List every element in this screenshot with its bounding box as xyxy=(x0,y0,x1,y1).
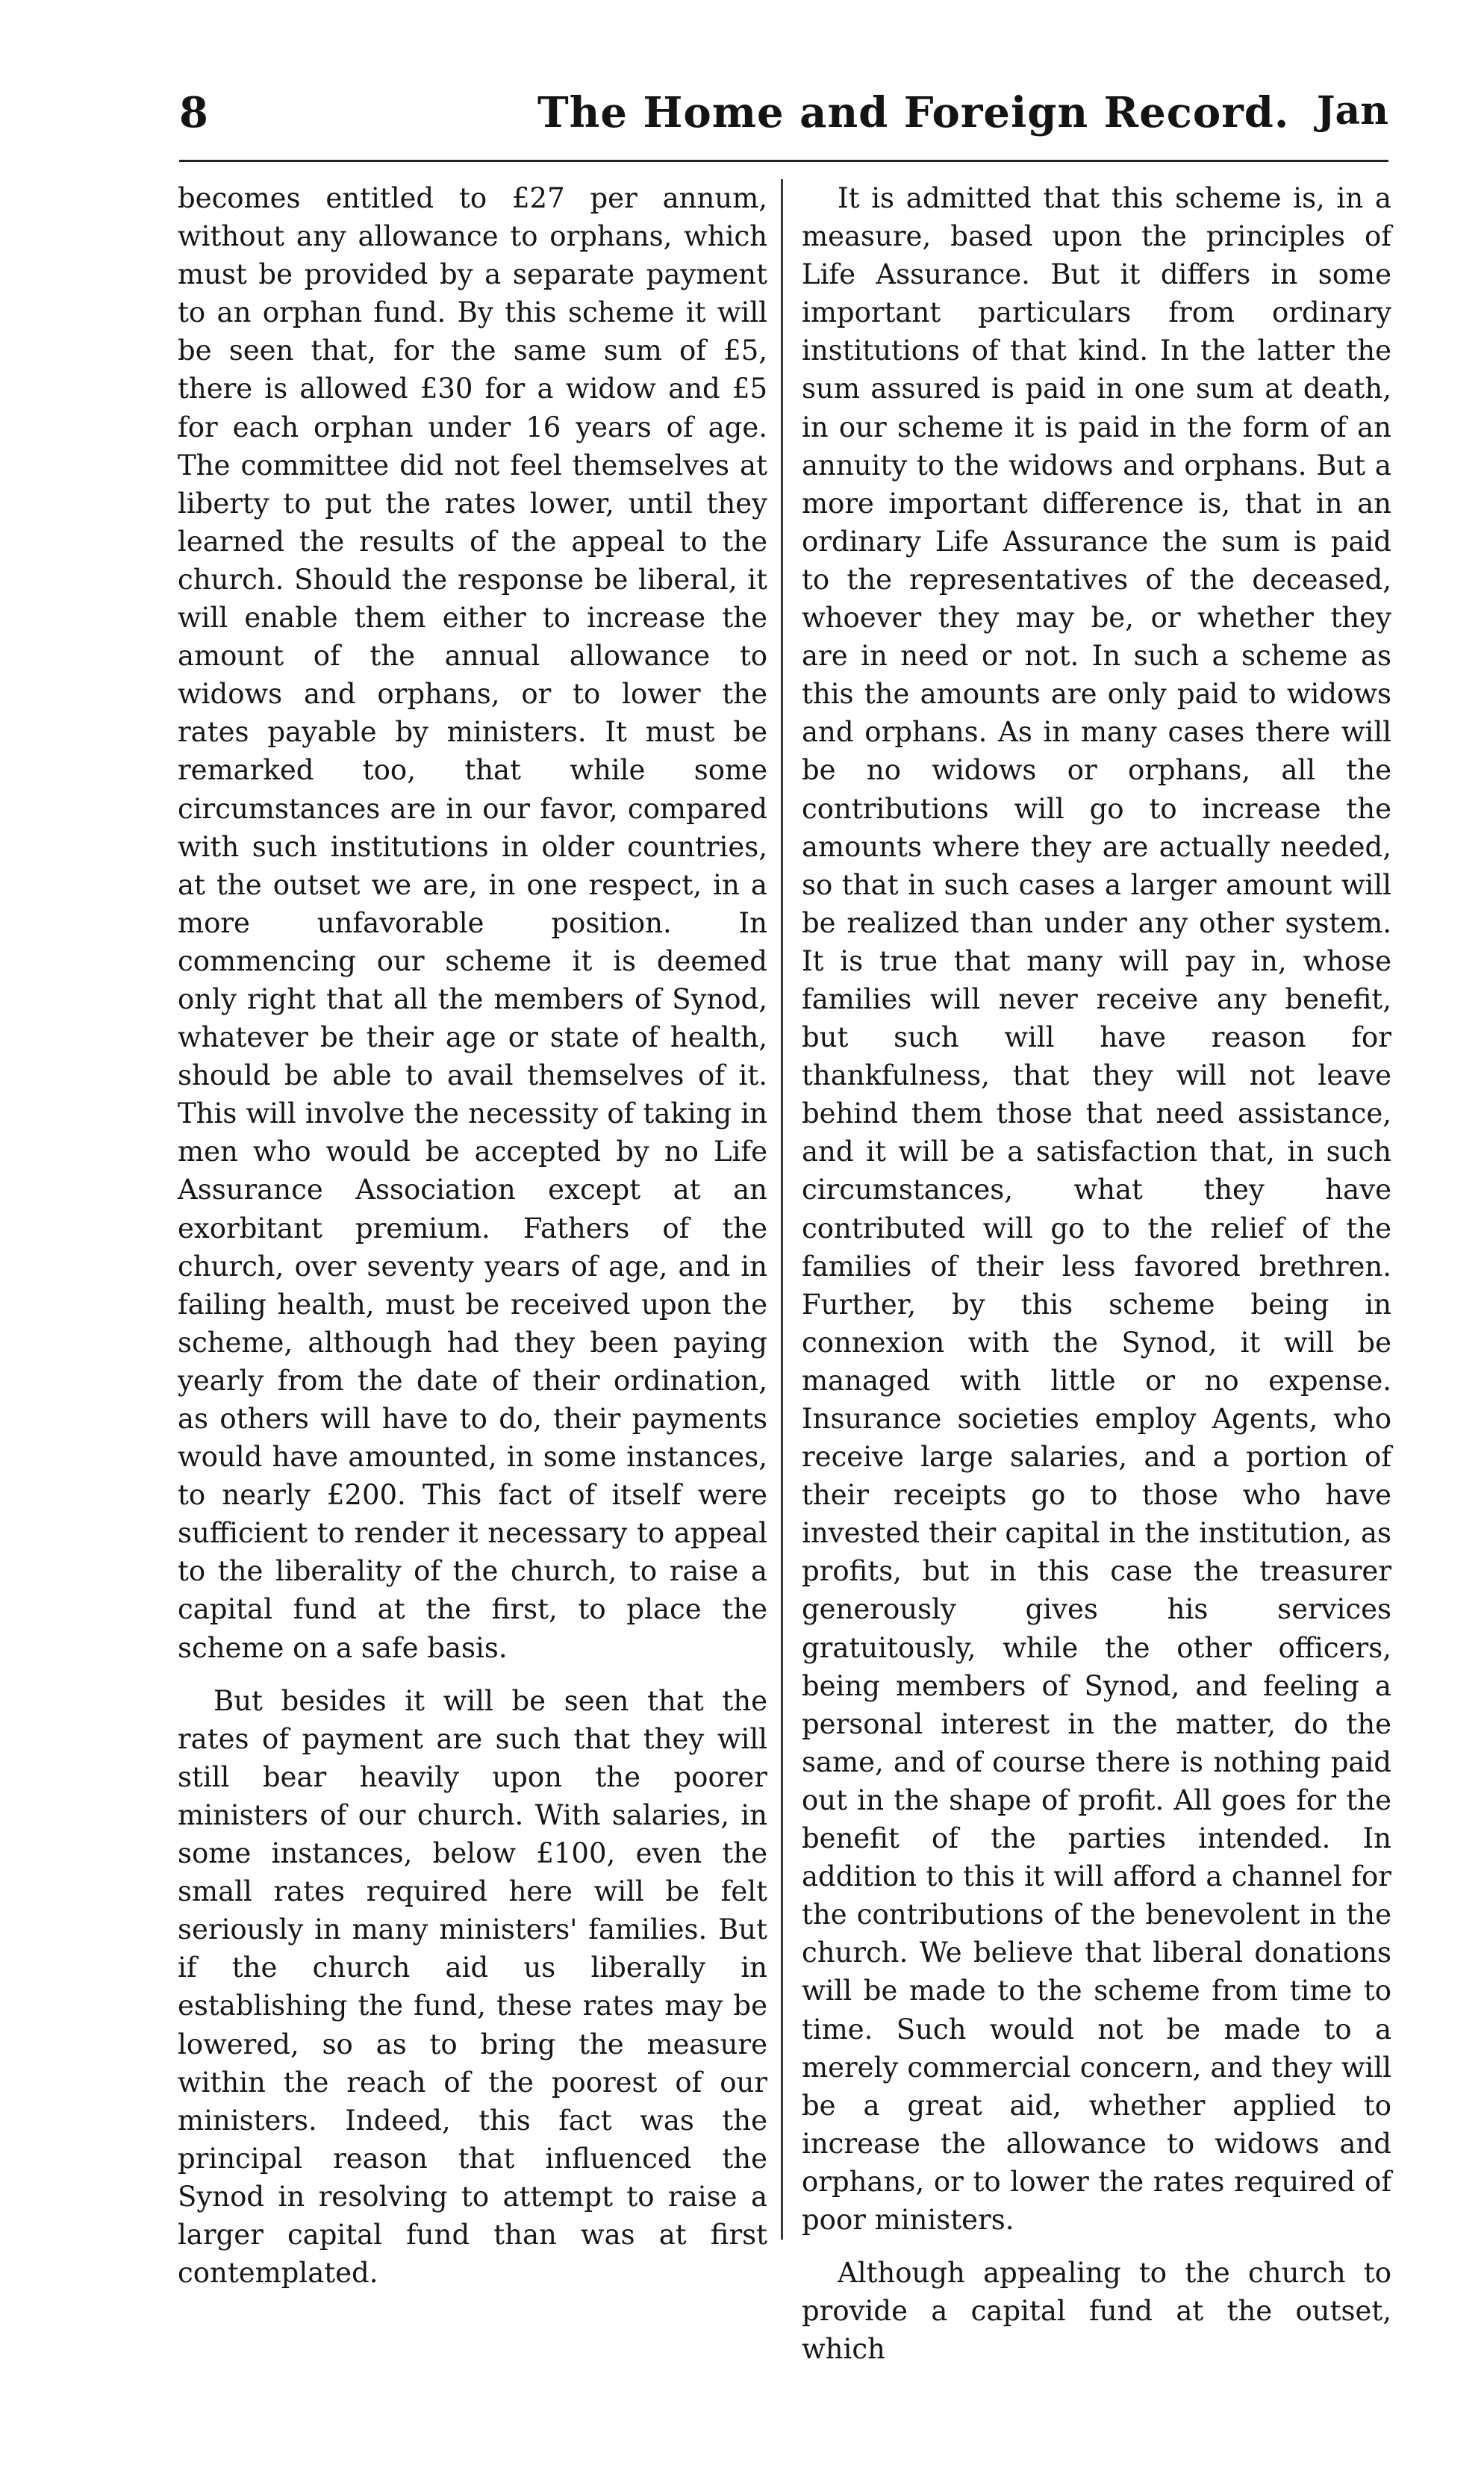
right-column xyxy=(802,179,1391,2368)
header-rule xyxy=(179,160,1388,162)
page-number: 8 xyxy=(179,88,208,137)
header-month: Jan xyxy=(1316,88,1388,134)
left-paragraph-2: But besides it will be seen that the rates of payment are such that they will still bear heavily upon the poorer ministers of our church. With salaries, in some instances, below £100, even the small rates required here will be felt seriously in many ministers' families. But if the church aid us liberally in establishing the fund, these rates may be lowered, so as to bring the measure within the reach of the poorest of our ministers. Indeed, this fact was the principal reason that influenced the Synod in resolving to attempt to raise a larger capital fund than was at first contemplated. xyxy=(178,1684,767,2290)
left-paragraph-1: becomes entitled to £27 per annum, without any allowance to orphans, which must be provided by a separate payment to an orphan fund. By this scheme it will be seen that, for the same sum of £5, there is allowed £30 for a widow and £5 for each orphan under 16 years of age. The committee did not feel themselves at liberty to put the rates lower, until they learned the results of the appeal to the church. Should the response be liberal, it will enable them either to increase the amount of the annual allowance to widows and orphans, or to lower the rates payable by ministers. It must be remarked too, that while some circumstances are in our favor, compared with such institutions in older countries, at the outset we are, in one respect, in a more unfavorable position. In commencing our scheme it is deemed only right that all the members of Synod, whatever be their age or state of health, should be able to avail themselves of it. This will involve the necessity of taking in men who would be accepted by no Life Assurance Association except at an exorbitant premium. Fathers of the church, over seventy years of age, and in failing health, must be received upon the scheme, although had they been paying yearly from the date of their ordination, as others will have to do, their payments would have amounted, in some instances, to nearly £200. This fact of itself were sufficient to render it necessary to appeal to the liberality of the church, to raise a capital fund at the first, to place the scheme on a safe basis. xyxy=(178,182,767,1664)
right-paragraph-2: Although appealing to the church to provide a capital fund at the outset, which xyxy=(802,2257,1391,2366)
left-column xyxy=(178,179,767,2292)
column-divider xyxy=(781,179,783,2240)
running-header xyxy=(179,88,1388,155)
right-paragraph-1: It is admitted that this scheme is, in a measure, based upon the principles of Life Assurance. But it differs in some important particulars from ordinary institutions of that kind. In the latter the sum assured is paid in one sum at death, in our scheme it is paid in the form of an annuity to the widows and orphans. But a more important difference is, that in an ordinary Life Assurance the sum is paid to the representatives of the deceased, whoever they may be, or whether they are in need or not. In such a scheme as this the amounts are only paid to widows and orphans. As in many cases there will be no widows or orphans, all the contributions will go to increase the amounts where they are actually needed, so that in such cases a larger amount will be realized than under any other system. It is true that many will pay in, whose families will never receive any benefit, but such will have reason for thankfulness, that they will not leave behind them those that need assistance, and it will be a satisfaction that, in such circumstances, what they have contributed will go to the relief of the families of their less favored brethren. Further, by this scheme being in connexion with the Synod, it will be managed with little or no expense. Insurance societies employ Agents, who receive large salaries, and a portion of their receipts go to those who have invested their capital in the institution, as profits, but in this case the treasurer generously gives his services gratuitously, while the other officers, being members of Synod, and feeling a personal interest in the matter, do the same, and of course there is nothing paid out in the shape of profit. All goes for the benefit of the parties intended. In addition to this it will afford a channel for the contributions of the benevolent in the church. We believe that liberal donations will be made to the scheme from time to time. Such would not be made to a merely commercial concern, and they will be a great aid, whether applied to increase the allowance to widows and orphans, or to lower the rates required of poor ministers. xyxy=(802,182,1391,2236)
running-title: The Home and Foreign Record. xyxy=(537,88,1290,137)
